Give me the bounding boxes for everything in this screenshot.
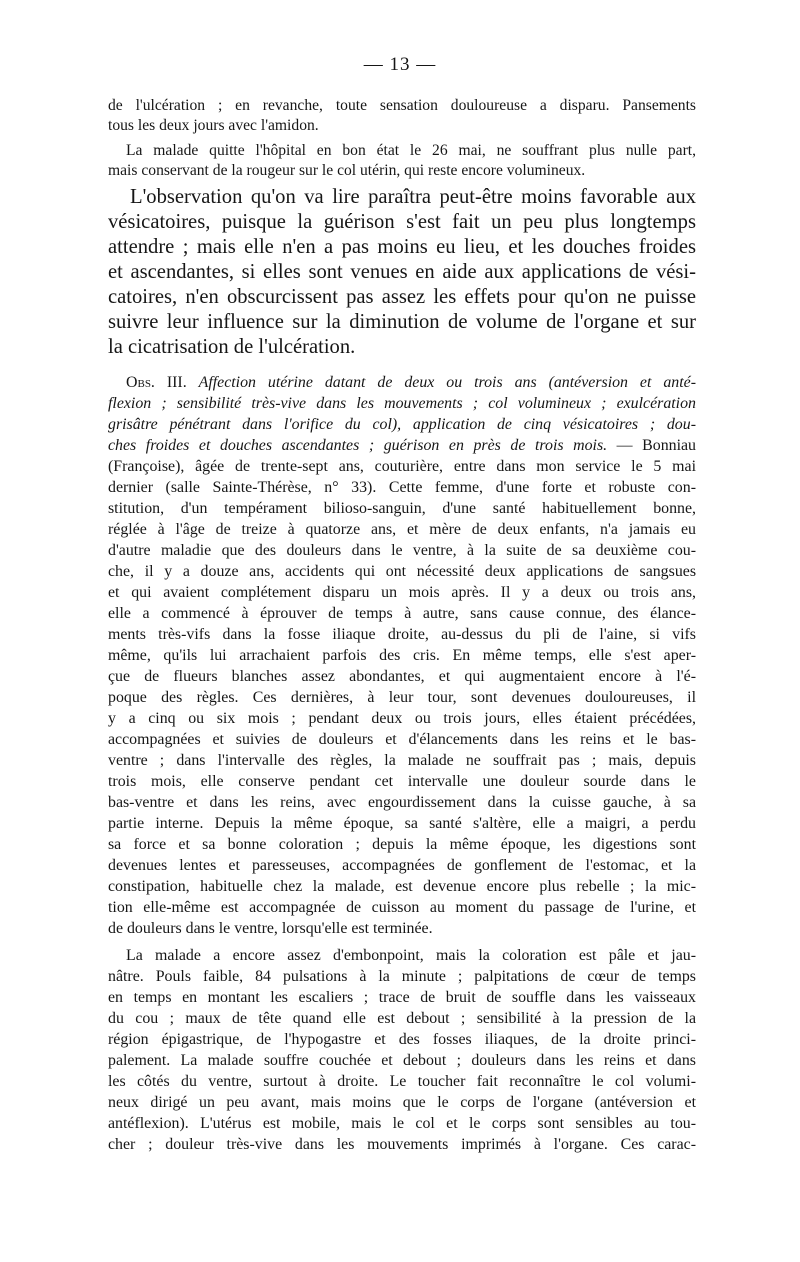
text-line: antéflexion). L'utérus est mobile, mais le col et le corps sont sensibles au tou- xyxy=(108,1115,696,1132)
text-line: (Françoise), âgée de trente-sept ans, couturière, entre dans mon service le 5 mai xyxy=(108,458,696,475)
text-line: du cou ; maux de tête quand elle est debout ; sensibilité à la pression de la xyxy=(108,1010,696,1027)
text-line: de l'ulcération ; en revanche, toute sensation douloureuse a disparu. Pansements xyxy=(108,97,696,114)
text-line: La malade a encore assez d'embonpoint, mais la coloration est pâle et jau- xyxy=(126,947,696,964)
text-line: suivre leur influence sur la diminution de volume de l'organe et sur xyxy=(108,311,696,333)
text-line: La malade quitte l'hôpital en bon état le 26 mai, ne souffrant plus nulle part, xyxy=(126,142,696,159)
paragraph-discharge xyxy=(108,141,696,181)
text-line: accompagnées et suivies de douleurs et d'élancements dans les reins et le bas- xyxy=(108,731,696,748)
text-line: réglée à l'âge de treize à quatorze ans, et mère de deux enfants, n'a jamais eu xyxy=(108,521,696,538)
text-line: catoires, n'en obscurcissent pas assez les effets pour qu'on ne puisse xyxy=(108,286,696,308)
text-line: attendre ; mais elle n'en a pas moins eu lieu, et les douches froides xyxy=(108,236,696,258)
obs-title-line xyxy=(108,372,696,393)
text-line: dernier (salle Sainte-Thérèse, n° 33). Cette femme, d'une forte et robuste con- xyxy=(108,479,696,496)
text-line: trois mois, elle conserve pendant cet intervalle une douleur sourde dans le xyxy=(108,773,696,790)
text-line: ments très-vifs dans la fosse iliaque droite, au-dessus du pli de l'aine, si vifs xyxy=(108,626,696,643)
text-line: palement. La malade souffre couchée et debout ; douleurs dans les reins et dans xyxy=(108,1052,696,1069)
page-number: — 13 — xyxy=(363,54,437,75)
text-line: devenues lentes et paresseuses, accompagnées de gonflement de l'estomac, et la xyxy=(108,857,696,874)
text-line: che, il y a douze ans, accidents qui ont nécessité deux applications de sangsues xyxy=(108,563,696,580)
text-line: en temps en montant les escaliers ; trace de bruit de souffle dans les vaisseaux xyxy=(108,989,696,1006)
obs-title-part: Affection utérine datant de deux ou trois ans (antéversion et anté- xyxy=(198,374,696,391)
paragraph-observation-intro xyxy=(108,185,696,360)
text-line: d'autre maladie que des douleurs dans le ventre, à la suite de sa deuxième cou- xyxy=(108,542,696,559)
text-line: poque des règles. Ces dernières, à leur tour, sont devenues douloureuses, il xyxy=(108,689,696,706)
text-line: mais conservant de la rougeur sur le col utérin, qui reste encore volumineux. xyxy=(108,162,586,179)
text-line: cher ; douleur très-vive dans les mouvements imprimés à l'organe. Ces carac- xyxy=(108,1136,696,1153)
text-line: et ascendantes, si elles sont venues en aide aux applications de vési- xyxy=(108,261,696,283)
text-line: sa force et sa bonne coloration ; depuis la même époque, les digestions sont xyxy=(108,836,696,853)
text-line: de douleurs dans le ventre, lorsqu'elle est terminée. xyxy=(108,920,433,937)
text-line: çue de flueurs blanches assez abondantes, et qui augmentaient encore à l'é- xyxy=(108,668,696,685)
text-line: elle a commencé à éprouver de temps à autre, sans cause connue, des élance- xyxy=(108,605,696,622)
text-line: y a cinq ou six mois ; pendant deux ou trois jours, elles étaient précédées, xyxy=(108,710,696,727)
text-line: la cicatrisation de l'ulcération. xyxy=(108,336,356,358)
paragraph-examination xyxy=(108,945,696,1155)
text-line: vésicatoires, puisque la guérison s'est fait un peu plus longtemps xyxy=(108,211,696,233)
text-line: même, qu'ils lui arrachaient parfois des cris. En même temps, elle s'est aper- xyxy=(108,647,696,664)
obs-title-line xyxy=(108,435,696,456)
obs-title-part: ches froides et douches ascendantes ; guérison en près de trois mois. xyxy=(108,437,608,454)
patient-name: — Bonniau xyxy=(607,437,696,454)
text-line: les côtés du ventre, surtout à droite. Le toucher fait reconnaître le col volumi- xyxy=(108,1073,696,1090)
text-line: tion elle-même est accompagnée de cuisson au moment du passage de l'urine, et xyxy=(108,899,696,916)
text-line: constipation, habituelle chez la malade, est devenue encore plus rebelle ; la mic- xyxy=(108,878,696,895)
text-line: neux dirigé un peu avant, mais moins que le corps de l'organe (antéversion et xyxy=(108,1094,696,1111)
text-line: tous les deux jours avec l'amidon. xyxy=(108,117,319,134)
text-line: région épigastrique, de l'hypogastre et des fosses iliaques, de la droite princi- xyxy=(108,1031,696,1048)
text-line: partie interne. Depuis la même époque, sa santé s'altère, elle a maigri, a perdu xyxy=(108,815,696,832)
text-line: ventre ; dans l'intervalle des règles, la malade ne souffrait pas ; mais, depuis xyxy=(108,752,696,769)
text-line: bas-ventre et dans les reins, avec engourdissement dans la cuisse gauche, à sa xyxy=(108,794,696,811)
text-line: nâtre. Pouls faible, 84 pulsations à la minute ; palpitations de cœur de temps xyxy=(108,968,696,985)
observation-3 xyxy=(108,372,696,939)
text-line: stitution, d'un tempérament bilioso-sanguin, d'une santé habituellement bonne, xyxy=(108,500,696,517)
text-line: et qui avaient complétement disparu un mois après. Il y a deux ou trois ans, xyxy=(108,584,696,601)
text-line: L'observation qu'on va lire paraîtra peut-être moins favorable aux xyxy=(130,186,696,208)
paragraph-ulceration-end xyxy=(108,96,696,136)
obs-title-line: flexion ; sensibilité très-vive dans les mouvements ; col volumineux ; exulcération xyxy=(108,395,696,412)
obs-title-line: grisâtre pénétrant dans l'orifice du col), application de cinq vésicatoires ; dou- xyxy=(108,416,696,433)
obs-label: Obs. III. xyxy=(126,374,187,391)
